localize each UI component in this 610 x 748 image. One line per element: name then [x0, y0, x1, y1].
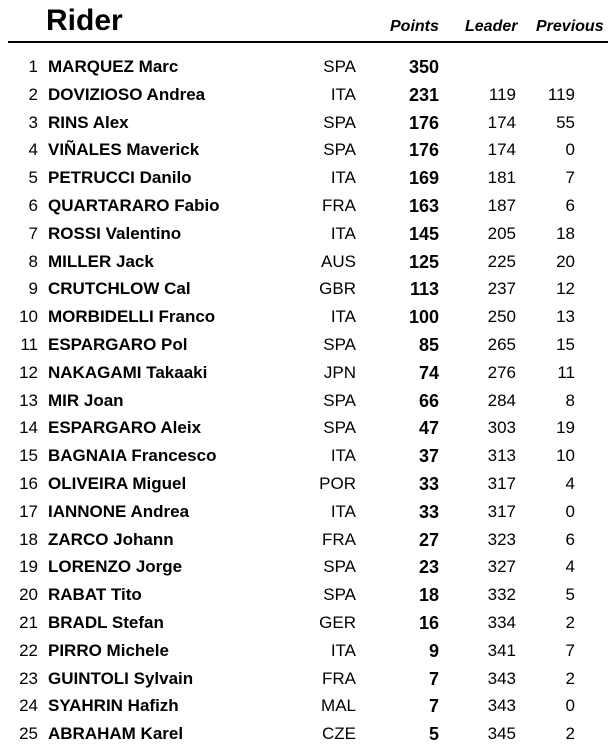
rider-name-cell: IANNONE Andrea — [48, 501, 190, 521]
nation-cell: FRA — [322, 195, 356, 215]
points-cell: 5 — [428, 724, 439, 745]
previous-gap-cell: 19 — [556, 418, 575, 438]
points-cell: 113 — [409, 279, 439, 300]
table-row — [0, 414, 610, 442]
leader-gap-cell: 343 — [487, 696, 516, 716]
previous-gap-cell: 12 — [556, 279, 575, 299]
previous-gap-cell: 18 — [556, 223, 575, 243]
position-cell: 11 — [20, 334, 38, 354]
nation-cell: ITA — [330, 501, 356, 521]
points-cell: 74 — [418, 362, 439, 383]
position-cell: 5 — [28, 168, 38, 188]
table-row — [0, 331, 610, 359]
leader-gap-cell: 313 — [487, 446, 516, 466]
nation-cell: ITA — [330, 307, 356, 327]
position-cell: 25 — [19, 724, 38, 744]
nation-cell: SPA — [323, 334, 356, 354]
position-cell: 15 — [19, 446, 38, 466]
rider-name-cell: OLIVEIRA Miguel — [48, 473, 187, 493]
points-cell: 231 — [408, 84, 439, 105]
rider-name-cell: PETRUCCI Danilo — [48, 168, 192, 188]
nation-cell: SPA — [323, 557, 356, 577]
nation-cell: AUS — [321, 251, 356, 271]
rider-name-cell: DOVIZIOSO Andrea — [48, 84, 206, 104]
previous-gap-cell: 20 — [556, 251, 575, 271]
position-cell: 4 — [28, 140, 38, 160]
previous-gap-cell: 6 — [565, 529, 575, 549]
previous-gap-cell: 13 — [556, 307, 575, 327]
table-row — [0, 692, 610, 720]
previous-gap-cell: 2 — [565, 668, 575, 688]
rider-name-cell: RINS Alex — [48, 112, 129, 132]
nation-cell: ITA — [330, 640, 356, 660]
table-row — [0, 248, 610, 276]
nation-cell: ITA — [330, 168, 356, 188]
table-row — [0, 136, 610, 164]
previous-gap-cell: 15 — [556, 334, 575, 354]
rider-name-cell: ABRAHAM Karel — [48, 724, 184, 744]
table-row — [0, 609, 610, 637]
previous-gap-cell: 0 — [565, 140, 575, 160]
points-cell: 176 — [408, 112, 439, 133]
rider-name-cell: LORENZO Jorge — [48, 557, 183, 577]
previous-gap-cell: 11 — [557, 362, 575, 382]
points-cell: 7 — [428, 668, 439, 689]
position-cell: 13 — [19, 390, 38, 410]
points-cell: 27 — [418, 529, 439, 550]
points-cell: 37 — [418, 446, 439, 467]
position-cell: 17 — [19, 501, 38, 521]
nation-cell: SPA — [323, 390, 356, 410]
leader-gap-cell: 181 — [487, 168, 516, 188]
nation-cell: ITA — [330, 446, 356, 466]
table-row — [0, 581, 610, 609]
points-cell: 145 — [408, 223, 439, 244]
nation-cell: SPA — [323, 140, 356, 160]
nation-cell: SPA — [323, 112, 356, 132]
position-cell: 14 — [19, 418, 38, 438]
rider-name-cell: CRUTCHLOW Cal — [48, 279, 191, 299]
previous-gap-cell: 119 — [547, 84, 575, 104]
table-row — [0, 665, 610, 693]
nation-cell: JPN — [323, 362, 356, 382]
table-row — [0, 192, 610, 220]
leader-gap-cell: 284 — [487, 390, 516, 410]
points-cell: 163 — [408, 195, 439, 216]
previous-gap-cell: 10 — [556, 446, 575, 466]
rider-name-cell: ESPARGARO Aleix — [48, 418, 202, 438]
leader-gap-cell: 237 — [487, 279, 516, 299]
table-row — [0, 387, 610, 415]
table-row — [0, 359, 610, 387]
leader-gap-cell: 343 — [487, 668, 516, 688]
previous-gap-cell: 55 — [556, 112, 575, 132]
points-cell: 47 — [418, 418, 439, 439]
position-cell: 12 — [19, 362, 38, 382]
leader-gap-cell: 174 — [487, 112, 516, 132]
previous-gap-cell: 7 — [565, 640, 575, 660]
leader-gap-cell: 265 — [487, 334, 516, 354]
points-cell: 16 — [418, 612, 439, 633]
table-row — [0, 526, 610, 554]
rider-name-cell: GUINTOLI Sylvain — [48, 668, 194, 688]
rider-name-cell: ROSSI Valentino — [48, 223, 182, 243]
points-cell: 33 — [418, 501, 439, 522]
position-cell: 22 — [19, 640, 38, 660]
nation-cell: SPA — [323, 585, 356, 605]
nation-cell: ITA — [330, 84, 356, 104]
leader-gap-cell: 317 — [487, 501, 516, 521]
rider-name-cell: QUARTARARO Fabio — [48, 195, 220, 215]
previous-column-header: Previous — [536, 18, 604, 35]
nation-cell: SPA — [323, 418, 356, 438]
position-cell: 10 — [19, 307, 38, 327]
rider-name-cell: SYAHRIN Hafizh — [48, 696, 179, 716]
position-cell: 1 — [28, 57, 38, 76]
nation-cell: CZE — [322, 724, 356, 744]
nation-cell: GER — [319, 612, 356, 632]
previous-gap-cell: 4 — [565, 557, 575, 577]
position-cell: 9 — [28, 279, 38, 299]
position-cell: 19 — [19, 557, 38, 577]
position-cell: 18 — [19, 529, 38, 549]
rider-name-cell: BRADL Stefan — [48, 612, 164, 632]
leader-gap-cell: 205 — [487, 223, 516, 243]
table-row — [0, 553, 610, 581]
table-row — [0, 109, 610, 137]
table-row — [0, 81, 610, 109]
rider-name-cell: ZARCO Johann — [48, 529, 174, 549]
points-cell: 9 — [428, 640, 439, 661]
rider-name-cell: MARQUEZ Marc — [48, 57, 179, 76]
table-row — [0, 164, 610, 192]
leader-gap-cell: 323 — [487, 529, 516, 549]
position-cell: 8 — [28, 251, 38, 271]
previous-gap-cell: 7 — [565, 168, 575, 188]
position-cell: 2 — [28, 84, 38, 104]
leader-gap-cell: 303 — [487, 418, 516, 438]
points-cell: 7 — [428, 696, 439, 717]
previous-gap-cell: 2 — [565, 724, 575, 744]
position-cell: 6 — [28, 195, 38, 215]
nation-cell: ITA — [330, 223, 356, 243]
leader-gap-cell: 345 — [487, 724, 516, 744]
points-cell: 176 — [408, 140, 439, 161]
leader-gap-cell: 276 — [487, 362, 516, 382]
leader-gap-cell: 327 — [487, 557, 516, 577]
points-cell: 23 — [418, 557, 439, 578]
header-divider — [8, 41, 608, 43]
leader-gap-cell: 317 — [487, 473, 516, 493]
rider-name-cell: PIRRO Michele — [48, 640, 169, 660]
nation-cell: GBR — [319, 279, 356, 299]
nation-cell: MAL — [321, 696, 356, 716]
position-cell: 21 — [19, 612, 38, 632]
points-cell: 18 — [418, 585, 439, 606]
standings-header — [0, 0, 610, 44]
table-row — [0, 470, 610, 498]
leader-gap-cell: 119 — [488, 84, 516, 104]
position-cell: 20 — [19, 585, 38, 605]
points-cell: 33 — [418, 473, 439, 494]
points-cell: 66 — [418, 390, 439, 411]
previous-gap-cell: 0 — [565, 696, 575, 716]
leader-gap-cell: 250 — [487, 307, 516, 327]
table-row — [0, 442, 610, 470]
rider-name-cell: MIR Joan — [48, 390, 124, 410]
table-row — [0, 637, 610, 665]
rider-name-cell: BAGNAIA Francesco — [48, 446, 217, 466]
rider-name-cell: MILLER Jack — [48, 251, 154, 271]
leader-gap-cell: 334 — [487, 612, 516, 632]
points-column-header: Points — [390, 18, 439, 35]
standings-table — [0, 53, 610, 748]
leader-gap-cell: 332 — [487, 585, 516, 605]
page-title: Rider — [46, 4, 123, 37]
nation-cell: POR — [319, 473, 356, 493]
points-cell: 100 — [408, 307, 439, 328]
nation-cell: SPA — [323, 57, 356, 76]
position-cell: 24 — [19, 696, 38, 716]
previous-gap-cell: 0 — [565, 501, 575, 521]
table-row — [0, 275, 610, 303]
table-row — [0, 220, 610, 248]
points-cell: 85 — [418, 334, 439, 355]
table-row — [0, 498, 610, 526]
previous-gap-cell: 8 — [565, 390, 575, 410]
position-cell: 7 — [28, 223, 38, 243]
leader-gap-cell: 341 — [487, 640, 516, 660]
previous-gap-cell: 5 — [565, 585, 575, 605]
leader-gap-cell: 174 — [487, 140, 516, 160]
leader-column-header: Leader — [465, 18, 518, 35]
points-cell: 350 — [408, 57, 439, 77]
previous-gap-cell: 2 — [565, 612, 575, 632]
rider-name-cell: NAKAGAMI Takaaki — [48, 362, 208, 382]
nation-cell: FRA — [322, 529, 356, 549]
rider-name-cell: ESPARGARO Pol — [48, 334, 188, 354]
rider-name-cell: RABAT Tito — [48, 585, 142, 605]
rider-name-cell: VIÑALES Maverick — [48, 140, 200, 160]
leader-gap-cell: 187 — [487, 195, 516, 215]
points-cell: 169 — [408, 168, 439, 189]
table-row — [0, 53, 610, 81]
position-cell: 3 — [28, 112, 38, 132]
table-row — [0, 720, 610, 748]
points-cell: 125 — [408, 251, 439, 272]
leader-gap-cell: 225 — [487, 251, 516, 271]
previous-gap-cell: 6 — [565, 195, 575, 215]
rider-name-cell: MORBIDELLI Franco — [48, 307, 216, 327]
position-cell: 23 — [19, 668, 38, 688]
position-cell: 16 — [19, 473, 38, 493]
table-row — [0, 303, 610, 331]
nation-cell: FRA — [322, 668, 356, 688]
previous-gap-cell: 4 — [565, 473, 575, 493]
